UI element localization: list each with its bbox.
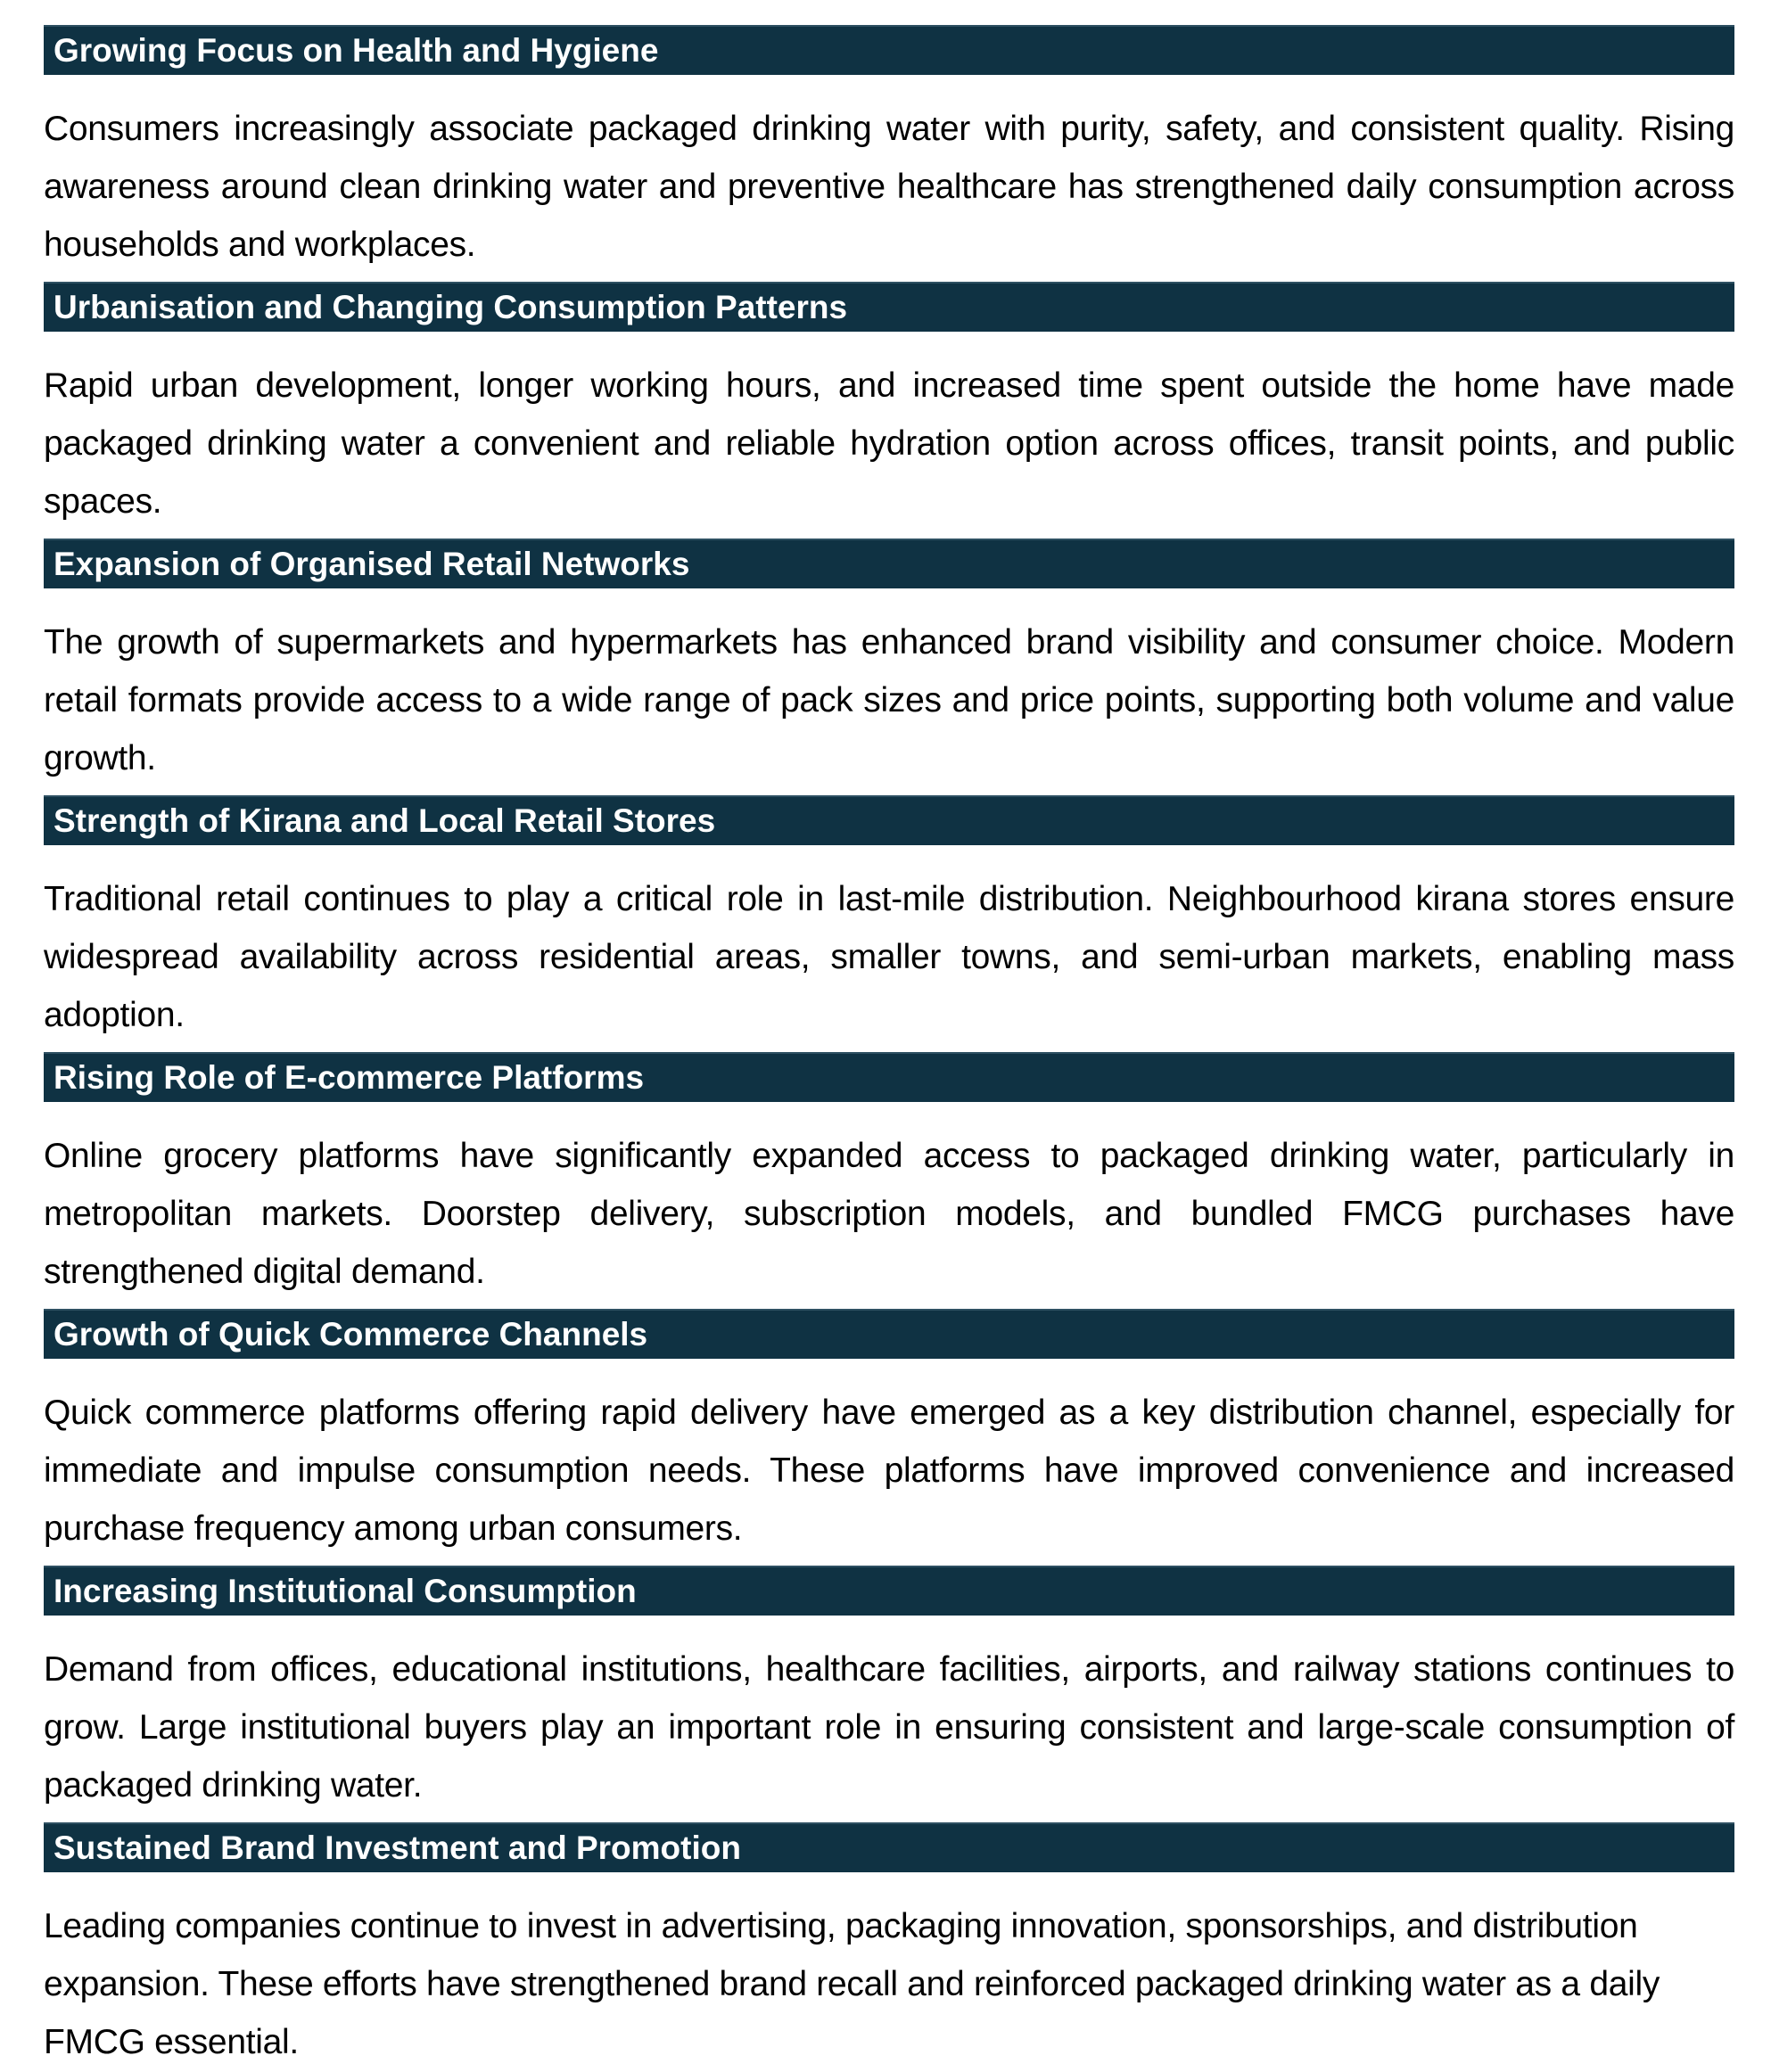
section-paragraph: Traditional retail continues to play a critical role in last-mile distribution. Neighbourhood kirana stores ensure widespread availability across residential areas, smaller towns, and semi-urban markets, enabling mass adoption. (44, 880, 1734, 1034)
section-health-hygiene (44, 25, 1734, 274)
section-paragraph: Online grocery platforms have significantly expanded access to packaged drinking water, particularly in metropolitan markets. Doorstep delivery, subscription models, and bundled FMCG purchases have strengthened digital demand. (44, 1137, 1734, 1291)
section-header-bar (44, 795, 1734, 845)
section-title: Rising Role of E-commerce Platforms (54, 1059, 645, 1096)
section-header-bar (44, 1566, 1734, 1616)
section-paragraph: Demand from offices, educational institutions, healthcare facilities, airports, and railway stations continues to grow. Large institutional buyers play an important role in ensuring consistent and large-scale consumption of packaged drinking water. (44, 1650, 1734, 1805)
section-header-bar (44, 1309, 1734, 1359)
section-paragraph: Consumers increasingly associate packaged drinking water with purity, safety, and consistent quality. Rising awareness around clean drinking water and preventive healthcare has strengthened daily consumption across households and workplaces. (44, 110, 1734, 264)
section-ecommerce (44, 1052, 1734, 1301)
section-header-bar (44, 1052, 1734, 1102)
section-header-bar (44, 539, 1734, 588)
section-institutional (44, 1566, 1734, 1814)
section-organised-retail (44, 539, 1734, 787)
section-paragraph: Quick commerce platforms offering rapid delivery have emerged as a key distribution channel, especially for immediate and impulse consumption needs. These platforms have improved convenience and increased purchase frequency among urban consumers. (44, 1394, 1734, 1548)
section-title: Growth of Quick Commerce Channels (54, 1316, 648, 1353)
section-title: Expansion of Organised Retail Networks (54, 546, 690, 582)
section-header-bar (44, 25, 1734, 75)
section-header-bar (44, 282, 1734, 332)
section-title: Growing Focus on Health and Hygiene (54, 32, 659, 69)
section-header-bar (44, 1822, 1734, 1872)
section-title: Increasing Institutional Consumption (54, 1573, 637, 1609)
section-urbanisation (44, 282, 1734, 530)
section-title: Urbanisation and Changing Consumption Patterns (54, 289, 848, 325)
section-brand-investment (44, 1822, 1734, 2071)
section-paragraph: The growth of supermarkets and hypermarkets has enhanced brand visibility and consumer choice. Modern retail formats provide access to a wide range of pack sizes and price points, supporting both volume and value growth. (44, 623, 1734, 777)
section-title: Sustained Brand Investment and Promotion (54, 1829, 741, 1866)
section-paragraph: Leading companies continue to invest in advertising, packaging innovation, sponsorships, and distribution expansion. These efforts have strengthened brand recall and reinforced packaged drinking water as a daily FMCG essential. (44, 1907, 1660, 2061)
section-kirana-local-retail (44, 795, 1734, 1044)
section-quick-commerce (44, 1309, 1734, 1558)
section-title: Strength of Kirana and Local Retail Stores (54, 802, 716, 839)
section-paragraph: Rapid urban development, longer working hours, and increased time spent outside the home have made packaged drinking water a convenient and reliable hydration option across offices, transit points, and public spaces. (44, 366, 1734, 521)
